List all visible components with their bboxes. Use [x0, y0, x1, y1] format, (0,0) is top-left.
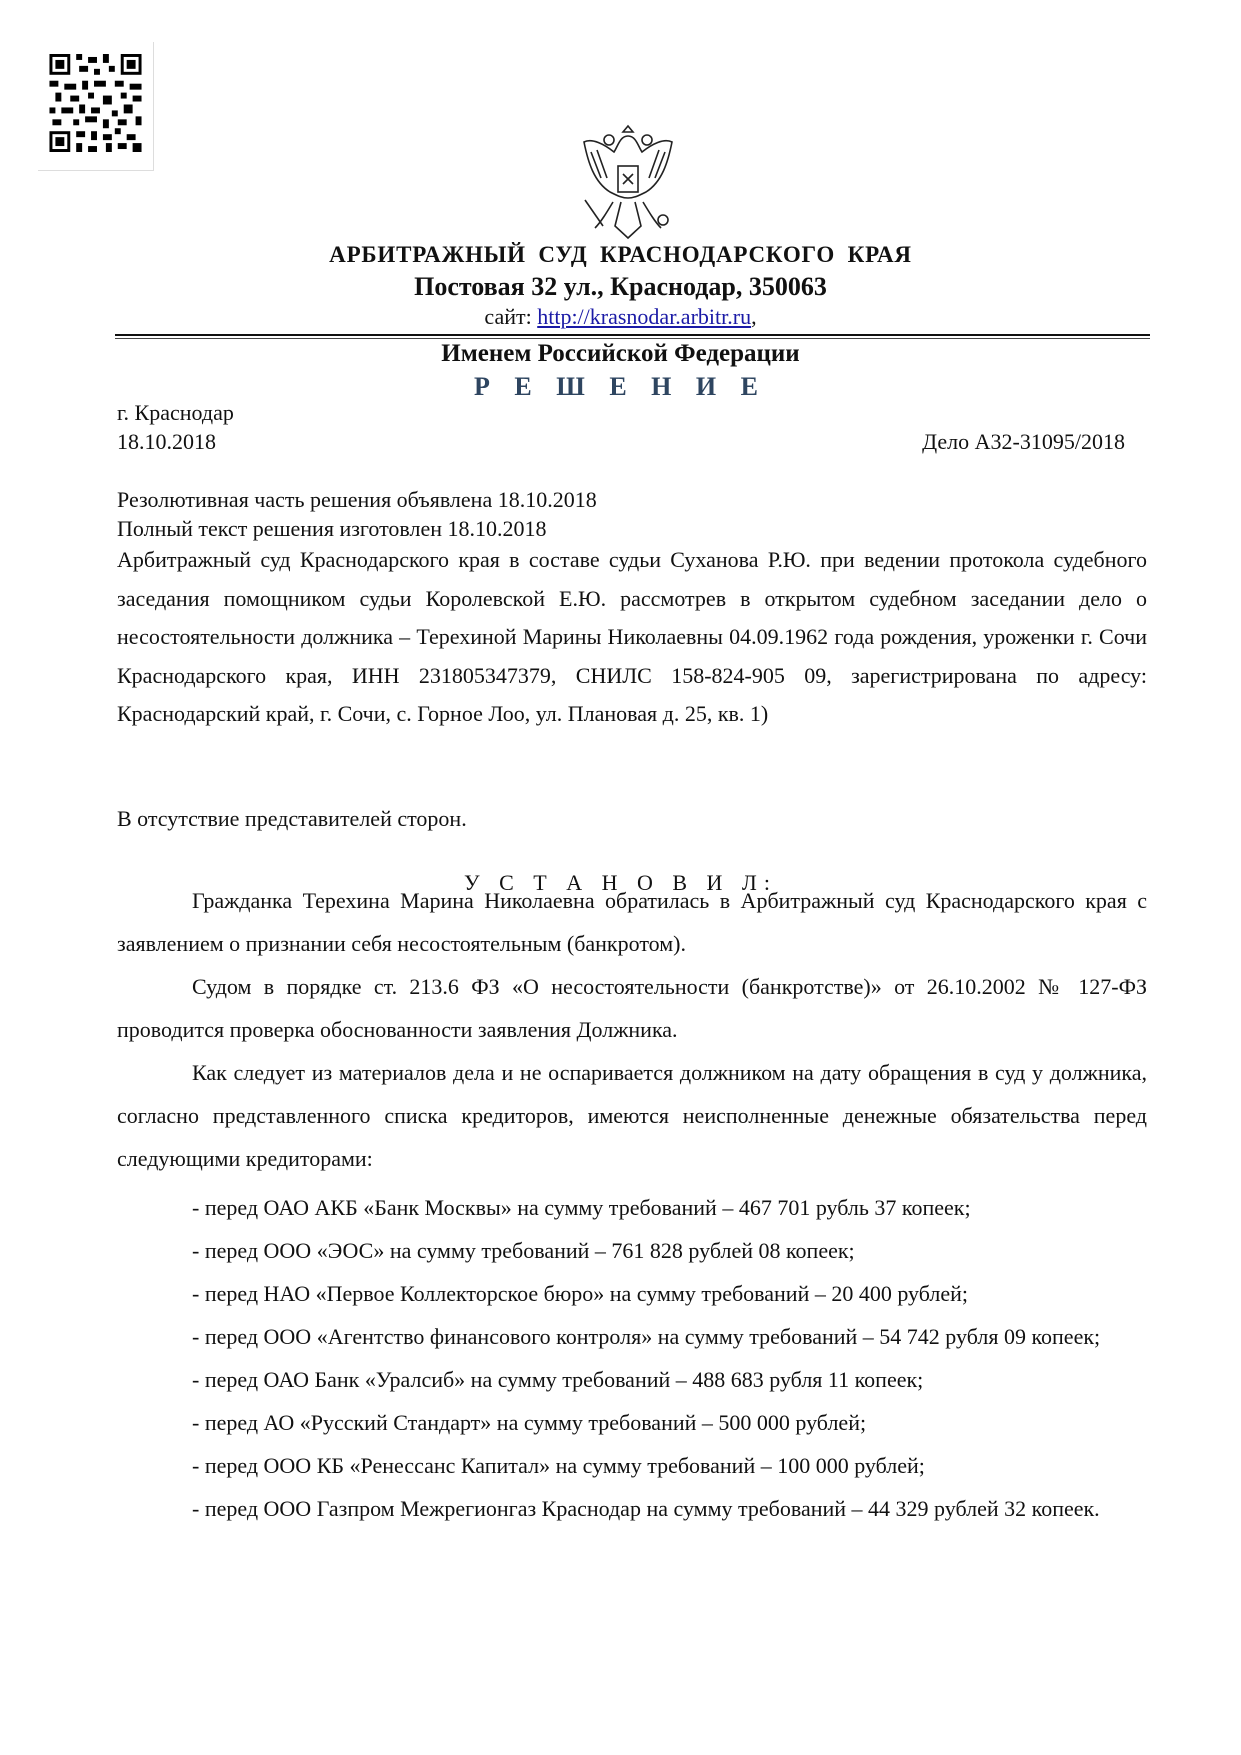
qr-code — [38, 42, 154, 171]
document-type-title: Р Е Ш Е Н И Е — [474, 372, 767, 401]
creditor-item: - перед ОАО Банк «Уралсиб» на сумму требований – 488 683 рубля 11 копеек; — [192, 1367, 924, 1392]
case-number: Дело А32-31095/2018 — [922, 429, 1125, 454]
creditor-item: - перед НАО «Первое Коллекторское бюро» на сумму требований – 20 400 рублей; — [192, 1281, 969, 1306]
established-heading: У С Т А Н О В И Л: — [464, 870, 777, 895]
creditor-item: - перед ОАО АКБ «Банк Москвы» на сумму требований – 467 701 рубль 37 копеек; — [192, 1195, 971, 1220]
russian-coat-of-arms-icon — [573, 122, 683, 242]
creditor-item: - перед ООО «ЭОС» на сумму требований – 761 828 рублей 08 копеек; — [192, 1238, 855, 1263]
header-divider-thin — [115, 338, 1150, 339]
creditor-item: - перед ООО КБ «Ренессанс Капитал» на сумму требований – 100 000 рублей; — [192, 1453, 925, 1478]
header-divider — [115, 334, 1150, 336]
name-of-federation: Именем Российской Федерации — [441, 340, 800, 367]
established-paragraph-1: Гражданка Терехина Марина Николаевна обратилась в Арбитражный суд Краснодарского края с заявлением о признании себя несостоятельным (банкротом). — [117, 888, 1147, 956]
established-paragraph-3: Как следует из материалов дела и не оспаривается должником на дату обращения в суд у должника, согласно представленного списка кредиторов, имеются неисполненные денежные обязательства перед следующими кредиторами: — [117, 1060, 1147, 1171]
city: г. Краснодар — [117, 400, 234, 425]
site-label: сайт: — [484, 304, 538, 329]
creditor-item: - перед ООО «Агентство финансового контроля» на сумму требований – 54 742 рубля 09 копеек; — [192, 1324, 1101, 1349]
established-paragraph-2: Судом в порядке ст. 213.6 ФЗ «О несостоятельности (банкротстве)» от 26.10.2002 № 127-ФЗ проводится проверка обоснованности заявления Должника. — [117, 974, 1147, 1042]
creditors-list — [117, 1186, 1147, 1530]
resolution-announced: Резолютивная часть решения объявлена 18.10.2018 — [117, 487, 597, 512]
site-link[interactable]: http://krasnodar.arbitr.ru — [537, 304, 752, 329]
absence-note: В отсутствие представителей сторон. — [117, 806, 467, 831]
established-section — [117, 879, 1147, 1180]
creditor-item: - перед АО «Русский Стандарт» на сумму требований – 500 000 рублей; — [192, 1410, 867, 1435]
intro-text: Арбитражный суд Краснодарского края в составе судьи Суханова Р.Ю. при ведении протокола судебного заседания помощником судьи Королевской Е.Ю. рассмотрев в открытом судебном заседании дело о несостоятельности должника – Терехиной Марины Николаевны 04.09.1962 года рождения, уроженки г. Сочи Краснодарского края, ИНН 231805347379, СНИЛС 158-824-905 09, зарегистрирована по адресу: Краснодарский край, г. Сочи, с. Горное Лоо, ул. Плановая д. 25, кв. 1) — [117, 547, 1147, 726]
site-suffix: , — [751, 304, 757, 329]
court-name: АРБИТРАЖНЫЙ СУД КРАСНОДАРСКОГО КРАЯ — [329, 242, 912, 267]
court-website — [0, 304, 1241, 330]
qr-code-icon — [49, 54, 142, 152]
full-text-made: Полный текст решения изготовлен 18.10.2018 — [117, 516, 547, 541]
court-address: Постовая 32 ул., Краснодар, 350063 — [414, 272, 827, 301]
decision-date: 18.10.2018 — [117, 429, 216, 454]
intro-paragraph — [117, 541, 1147, 734]
creditor-item: - перед ООО Газпром Межрегионгаз Краснодар на сумму требований – 44 329 рублей 32 копеек. — [192, 1496, 1100, 1521]
